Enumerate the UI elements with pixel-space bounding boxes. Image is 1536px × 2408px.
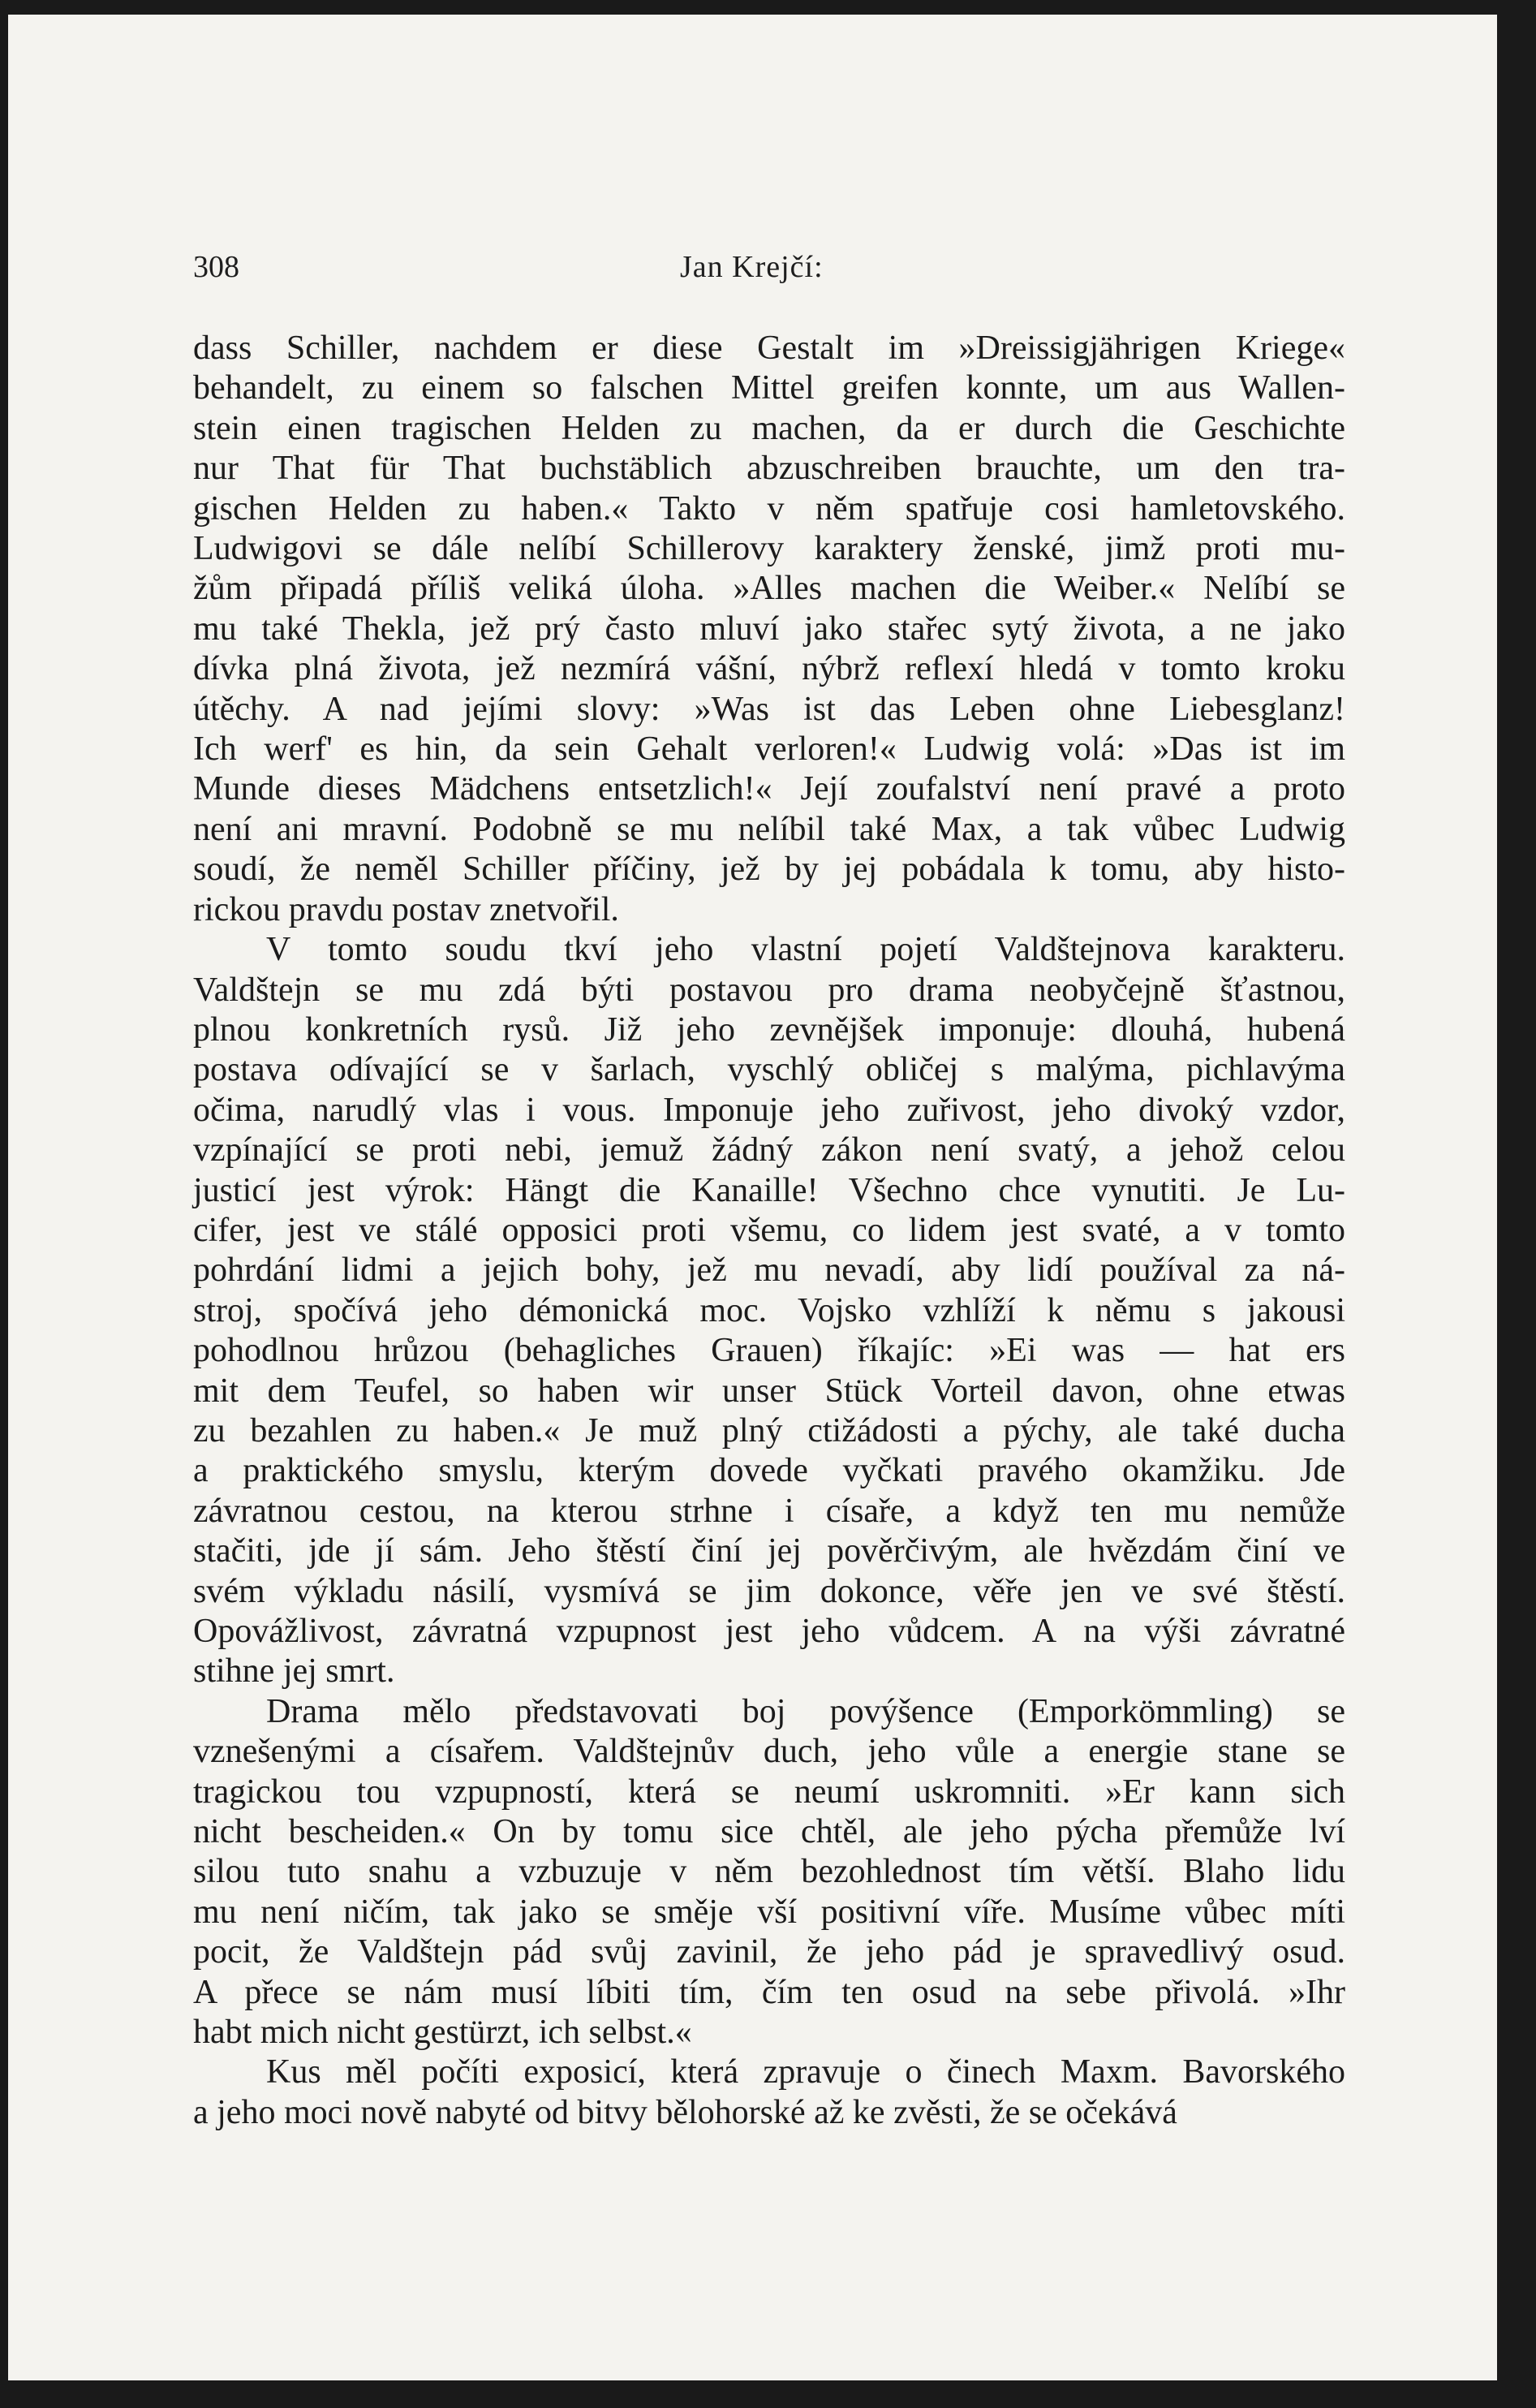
text-line: stein einen tragischen Helden zu machen, da er durch die Geschichte [193, 409, 1345, 447]
text-line: plnou konkretních rysů. Již jeho zevnějšek imponuje: dlouhá, hubená [193, 1010, 1345, 1049]
text-line: cifer, jest ve stálé opposici proti všemu, co lidem jest svaté, a v tomto [193, 1211, 1345, 1249]
text-line: Valdštejn se mu zdá býti postavou pro drama neobyčejně šťastnou, [193, 971, 1345, 1009]
text-line: A přece se nám musí líbiti tím, čím ten osud na sebe přivolá. »Ihr [193, 1973, 1345, 2011]
text-line: tragickou tou vzpupností, která se neumí uskromniti. »Er kann sich [193, 1773, 1345, 1811]
text-line: a jeho moci nově nabyté od bitvy bělohorské až ke zvěsti, že se očekává [193, 2093, 1177, 2131]
text-line: silou tuto snahu a vzbuzuje v něm bezohlednost tím větší. Blaho lidu [193, 1853, 1345, 1891]
text-line: Munde dieses Mädchens entsetzlich!« Její zoufalství není pravé a proto [193, 770, 1345, 808]
body-text [193, 329, 1345, 2133]
page-number: 308 [193, 250, 239, 284]
text-line: mu není ničím, tak jako se směje vší positivní víře. Musíme vůbec míti [193, 1893, 1345, 1931]
text-line: justicí jest výrok: Hängt die Kanaille! Všechno chce vynutiti. Je Lu- [193, 1171, 1345, 1209]
text-line: a praktického smyslu, kterým dovede vyčkati pravého okamžiku. Jde [193, 1452, 1345, 1490]
text-line: vzpínající se proti nebi, jemuž žádný zákon není svatý, a jehož celou [193, 1131, 1345, 1170]
text-line: stroj, spočívá jeho démonická moc. Vojsko vzhlíží k němu s jakousi [193, 1291, 1345, 1329]
text-line: behandelt, zu einem so falschen Mittel greifen konnte, um aus Wallen- [193, 369, 1345, 407]
text-line: soudí, že neměl Schiller příčiny, jež by jej pobádala k tomu, aby histo- [193, 851, 1345, 889]
text-line: útěchy. A nad jejími slovy: »Was ist das Leben ohne Liebesglanz! [193, 690, 1345, 728]
text-line: nur That für That buchstäblich abzuschreiben brauchte, um den tra- [193, 450, 1345, 488]
text-line: Ludwigovi se dále nelíbí Schillerovy karaktery ženské, jimž proti mu- [193, 530, 1345, 568]
text-line: dívka plná života, jež nezmírá vášní, nýbrž reflexí hledá v tomto kroku [193, 650, 1345, 688]
paragraph [193, 2053, 1345, 2133]
text-line: pohrdání lidmi a jejich bohy, jež mu nevadí, aby lidí používal za ná- [193, 1251, 1345, 1290]
text-line: stačiti, jde jí sám. Jeho štěstí činí jej pověrčivým, ale hvězdám činí ve [193, 1532, 1345, 1570]
running-head: Jan Krejčí: [680, 250, 824, 284]
text-line: očima, narudlý vlas i vous. Imponuje jeho zuřivost, jeho divoký vzdor, [193, 1091, 1345, 1129]
text-line: stihne jej smrt. [193, 1652, 395, 1691]
text-line: rickou pravdu postav znetvořil. [193, 890, 619, 928]
page-header [193, 249, 1345, 290]
text-line: habt mich nicht gestürzt, ich selbst.« [193, 2014, 692, 2052]
text-line: závratnou cestou, na kterou strhne i císaře, a když ten mu nemůže [193, 1492, 1345, 1530]
text-line: gischen Helden zu haben.« Takto v něm spatřuje cosi hamletovského. [193, 489, 1345, 528]
text-line: žům připadá příliš veliká úloha. »Alles machen die Weiber.« Nelíbí se [193, 570, 1345, 608]
text-line: vznešenými a císařem. Valdštejnův duch, jeho vůle a energie stane se [193, 1733, 1345, 1771]
paragraph [193, 1692, 1345, 2053]
paragraph [193, 930, 1345, 1692]
text-line: mu také Thekla, jež prý často mluví jako stařec sytý života, a ne jako [193, 610, 1345, 648]
text-line: není ani mravní. Podobně se mu nelíbil také Max, a tak vůbec Ludwig [193, 810, 1345, 848]
text-line: mit dem Teufel, so haben wir unser Stück Vorteil davon, ohne etwas [193, 1372, 1345, 1410]
text-line: nicht bescheiden.« On by tomu sice chtěl, ale jeho pýcha přemůže lví [193, 1813, 1345, 1851]
text-line: postava odívající se v šarlach, vyschlý obličej s malýma, pichlavýma [193, 1051, 1345, 1089]
text-line: pocit, že Valdštejn pád svůj zavinil, že jeho pád je spravedlivý osud. [193, 1933, 1345, 1971]
text-line: Opovážlivost, závratná vzpupnost jest jeho vůdcem. A na výši závratné [193, 1613, 1345, 1650]
text-line: Drama mělo představovati boj povýšence (Emporkömmling) se [266, 1692, 1345, 1730]
text-line: V tomto soudu tkví jeho vlastní pojetí Valdštejnova karakteru. [266, 931, 1345, 969]
text-line: Kus měl počíti exposicí, která zpravuje o činech Maxm. Bavorského [266, 2053, 1345, 2091]
text-line: svém výkladu násilí, vysmívá se jim dokonce, věře jen ve své štěstí. [193, 1572, 1345, 1610]
paragraph [193, 329, 1345, 930]
text-line: Ich werf' es hin, da sein Gehalt verloren!« Ludwig volá: »Das ist im [193, 730, 1345, 769]
text-line: pohodlnou hrůzou (behagliches Grauen) říkajíc: »Ei was — hat ers [193, 1332, 1345, 1370]
text-line: dass Schiller, nachdem er diese Gestalt im »Dreissigjährigen Kriege« [193, 330, 1345, 367]
text-line: zu bezahlen zu haben.« Je muž plný ctižádosti a pýchy, ale také ducha [193, 1411, 1345, 1450]
